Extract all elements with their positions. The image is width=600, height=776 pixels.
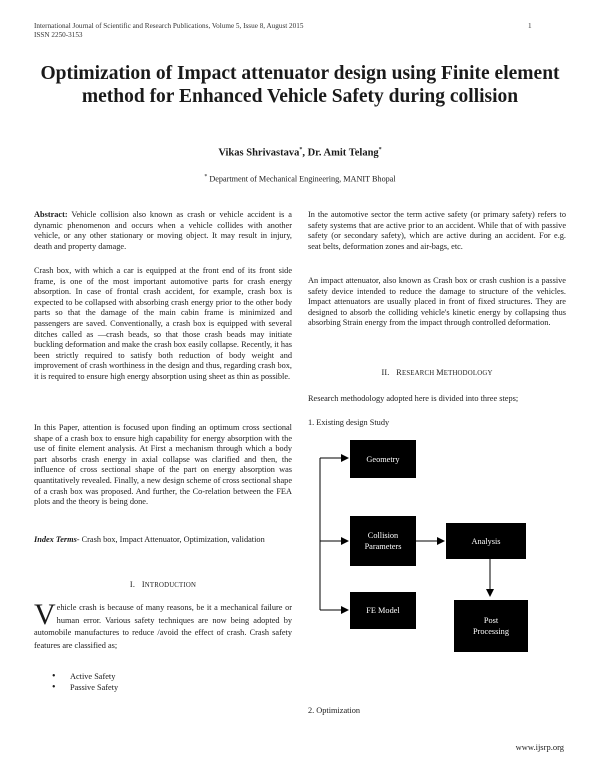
authors	[0, 147, 600, 159]
step-optimization: 2. Optimization	[308, 706, 361, 715]
introduction-text: ehicle crash is because of many reasons, be it a mechanical failure or human error. Various safety techniques are now being adopted by automobile manufactures to reduce /avoid the effect of crash. Crash safety features are classified as;	[34, 603, 292, 650]
author-1: Vikas Shrivastava	[218, 147, 300, 159]
issn: ISSN 2250-3153	[34, 31, 83, 39]
dropcap-letter: V	[34, 598, 56, 631]
index-terms-text: - Crash box, Impact Attenuator, Optimization, validation	[76, 535, 265, 544]
index-terms-label: Index Terms	[34, 535, 77, 544]
section-1-title-first: I	[141, 580, 145, 589]
post-line-2: Processing	[473, 627, 509, 636]
affiliation	[0, 174, 600, 184]
methodology-flowchart	[308, 432, 568, 662]
author-separator: ,	[302, 147, 308, 159]
right-paragraph-2: An impact attenuator, also known as Crash box or crash cushion is a passive safety device intended to reduce the damage to structure of the vehicles. Impact attenuators are usually placed in front of fixed structures. They are designed to absorb the colliding vehicle's kinetic energy by collapsing thus absorbing Strain energy from the impact through controlled deformation.	[308, 276, 566, 328]
section-2-title-rest-b: ETHODOLOGY	[443, 370, 493, 377]
footer-url: www.ijsrp.org	[515, 742, 564, 752]
flow-box-fe-model: FE Model	[350, 592, 416, 629]
page-number: 1	[528, 22, 532, 30]
right-paragraph-1: In the automotive sector the term active safety (or primary safety) refers to safety systems that are active prior to an accident. While that of with passive safety (or secondary safety), which are active during an accident. For e.g. seat belts, deformation zones and air-bags, etc.	[308, 210, 566, 251]
abstract-paragraph	[34, 210, 292, 252]
abstract-paragraph-2: Crash box, with which a car is equipped at the front end of its front side frame, is one of the most important automotive parts for crash energy absorption. In case of frontal crash accident, for example, crash box is expected to be collapsed with absorbing crash energy prior to the other body parts so that the damage of the main cabin frame is minimized and passengers are saved. Conventionally, a crash box is equipped with several ditches called as —crash beads, so that those crash beads may initiate buckling deformation and make the crash box easily collapse. Recently, it has been strictly required to satisfy both reduction of body weight and improvement of crash worthiness in the design and thus, regarding crash box, it is required to ensure high energy absorption using sheet as thin as possible.	[34, 266, 292, 381]
journal-header	[34, 22, 303, 40]
collision-line-1: Collision	[367, 531, 399, 540]
bullet-active-safety: • Active Safety	[70, 671, 292, 682]
affiliation-mark: *	[204, 174, 208, 180]
step-existing-design-study: 1. Existing design Study	[308, 418, 390, 427]
section-1-numeral: I.	[129, 580, 136, 589]
abstract-text: Vehicle collision also known as crash or vehicle accident is a dynamic phenomenon and occurs when a vehicle collides with another vehicle, or any other stationary or moving object. It may result in injury, death and property damage.	[34, 210, 292, 251]
section-heading-introduction	[34, 580, 292, 589]
flow-box-post-processing	[454, 600, 528, 652]
section-2-numeral: II.	[381, 368, 390, 377]
author-2: Dr. Amit Telang	[307, 147, 379, 159]
post-line-1: Post	[483, 616, 499, 625]
collision-line-2: Parameters	[364, 542, 402, 551]
abstract-paragraph-3: In this Paper, attention is focused upon finding an optimum cross sectional shape of a crash box to ensure high capability for energy absorption with the use of finite element analysis. At First a mechanism through which a body part absorbs crash energy in axial collapse was clarified and then, the influence of cross sectional shape of the part on energy absorption was quantitatively revealed. Finally, a new design scheme of cross sectional shape of a crash box was proposed. And further, the Co-relation between the FEA plots and the theory is being done.	[34, 423, 292, 507]
index-terms	[34, 535, 292, 546]
bullet-passive-safety: • Passive Safety	[70, 682, 292, 693]
flow-box-collision-parameters	[350, 516, 416, 566]
flow-box-geometry: Geometry	[350, 440, 416, 478]
affiliation-text: Department of Mechanical Engineering, MANIT Bhopal	[209, 174, 396, 184]
introduction-paragraph	[34, 598, 292, 652]
section-1-title-rest: NTRODUCTION	[144, 582, 197, 589]
methodology-intro: Research methodology adopted here is divided into three steps;	[308, 394, 519, 403]
author-1-mark: *	[299, 147, 303, 153]
journal-citation: International Journal of Scientific and Research Publications, Volume 5, Issue 8, August 2015	[34, 22, 304, 30]
section-2-title-rest-a: ESEARCH	[401, 370, 437, 377]
section-2-title-first-a: R	[396, 368, 402, 377]
section-heading-research-methodology	[308, 368, 566, 377]
safety-bullet-list	[34, 671, 292, 693]
section-2-title-first-b: M	[436, 368, 444, 377]
author-2-mark: *	[378, 147, 382, 153]
paper-title: Optimization of Impact attenuator design using Finite element method for Enhanced Vehicle Safety during collision	[40, 63, 560, 107]
abstract-label: Abstract:	[34, 210, 68, 219]
flow-box-analysis: Analysis	[446, 523, 526, 559]
